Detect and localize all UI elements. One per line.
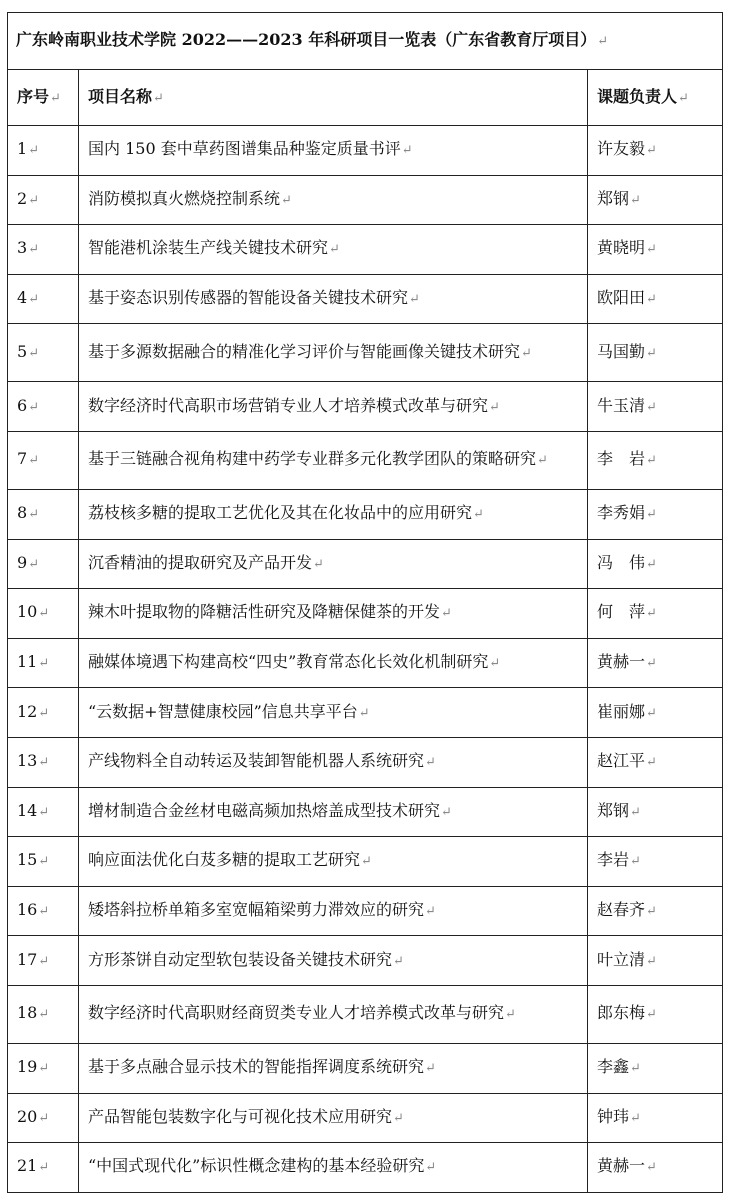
projects-table (7, 12, 723, 1193)
project-name-cell (79, 638, 588, 688)
project-name: 基于多点融合显示技术的智能指挥调度系统研究 (88, 1057, 425, 1077)
row-number-cell (8, 1043, 79, 1093)
row-number-cell (8, 382, 79, 432)
paragraph-mark: ↵ (646, 242, 657, 258)
project-name: 基于多源数据融合的精准化学习评价与智能画像关键技术研究 (88, 341, 521, 361)
row-number-cell (8, 638, 79, 688)
project-leader-cell (588, 539, 723, 589)
project-leader: 李岩 (597, 850, 630, 870)
project-name: 数字经济时代高职市场营销专业人才培养模式改革与研究 (88, 395, 489, 415)
project-name: 基于三链融合视角构建中药学专业群多元化教学团队的策略研究 (88, 449, 537, 469)
paragraph-mark: ↵ (393, 953, 404, 969)
table-row (8, 382, 723, 432)
row-number: 13 (17, 751, 38, 771)
project-leader-cell (588, 985, 723, 1043)
paragraph-mark: ↵ (630, 854, 641, 870)
paragraph-mark: ↵ (38, 804, 50, 820)
project-leader-cell (588, 638, 723, 688)
project-name-cell (79, 1143, 588, 1193)
table-row (8, 539, 723, 589)
project-name-cell (79, 489, 588, 539)
table-row (8, 126, 723, 176)
paragraph-mark: ↵ (425, 1160, 437, 1176)
paragraph-mark: ↵ (28, 345, 40, 361)
project-name: 增材制造合金丝材电磁高频加热熔盖成型技术研究 (88, 800, 441, 820)
project-leader: 赵春齐 (597, 900, 646, 920)
title-row (8, 13, 723, 70)
paragraph-mark: ↵ (646, 507, 657, 523)
row-number-cell (8, 126, 79, 176)
project-name: “云数据+智慧健康校园”信息共享平台 (88, 701, 358, 721)
row-number-cell (8, 539, 79, 589)
paragraph-mark: ↵ (505, 1007, 516, 1023)
paragraph-mark: ↵ (646, 606, 657, 622)
project-name: 数字经济时代高职财经商贸类专业人才培养模式改革与研究 (88, 1003, 505, 1023)
project-name-cell (79, 589, 588, 639)
project-leader: 钟玮 (597, 1106, 630, 1126)
row-number-cell (8, 431, 79, 489)
project-leader: 马国勤 (597, 341, 646, 361)
table-row (8, 638, 723, 688)
project-leader-cell (588, 225, 723, 275)
project-leader-cell (588, 837, 723, 887)
paragraph-mark: ↵ (28, 507, 40, 523)
project-name-cell (79, 787, 588, 837)
project-leader-cell (588, 787, 723, 837)
table-row (8, 688, 723, 738)
project-leader: 黄晓明 (597, 238, 646, 258)
project-leader-cell (588, 382, 723, 432)
paragraph-mark: ↵ (28, 242, 40, 258)
header-leader-cell (588, 70, 723, 126)
project-leader: 牛玉清 (597, 395, 646, 415)
project-name: 国内 150 套中草药图谱集品种鉴定质量书评 (88, 139, 401, 159)
project-leader: 叶立清 (597, 949, 646, 969)
project-leader: 许友毅 (597, 139, 646, 159)
project-leader-cell (588, 886, 723, 936)
project-leader-cell (588, 274, 723, 324)
document-title-cell (8, 13, 723, 70)
table-row (8, 1093, 723, 1143)
project-leader-cell (588, 737, 723, 787)
row-number-cell (8, 324, 79, 382)
row-number: 12 (17, 701, 38, 721)
row-number: 11 (17, 652, 38, 672)
row-number: 3 (17, 238, 28, 258)
paragraph-mark: ↵ (521, 345, 532, 361)
project-leader: 黄赫一 (597, 1156, 646, 1176)
paragraph-mark: ↵ (646, 453, 657, 469)
paragraph-mark: ↵ (646, 705, 657, 721)
paragraph-mark: ↵ (630, 1061, 641, 1077)
row-number-cell (8, 175, 79, 225)
paragraph-mark: ↵ (646, 345, 657, 361)
paragraph-mark: ↵ (473, 507, 484, 523)
project-name: 沉香精油的提取研究及产品开发 (88, 552, 313, 572)
project-name-cell (79, 886, 588, 936)
project-leader: 李秀娟 (597, 503, 646, 523)
paragraph-mark: ↵ (329, 242, 340, 258)
project-leader: 李鑫 (597, 1057, 630, 1077)
header-leader: 课题负责人 (597, 86, 678, 106)
project-name-cell (79, 324, 588, 382)
row-number-cell (8, 1143, 79, 1193)
paragraph-mark: ↵ (630, 192, 641, 208)
project-name: 辣木叶提取物的降糖活性研究及降糖保健茶的开发 (88, 602, 441, 622)
header-number-cell (8, 70, 79, 126)
paragraph-mark: ↵ (38, 755, 50, 771)
row-number: 14 (17, 800, 38, 820)
project-leader-cell (588, 489, 723, 539)
row-number-cell (8, 274, 79, 324)
row-number-cell (8, 886, 79, 936)
row-number-cell (8, 737, 79, 787)
project-name-cell (79, 688, 588, 738)
row-number-cell (8, 225, 79, 275)
project-name-cell (79, 1043, 588, 1093)
project-leader-cell (588, 688, 723, 738)
paragraph-mark: ↵ (38, 904, 50, 920)
header-project-name: 项目名称 (88, 86, 153, 106)
row-number-cell (8, 688, 79, 738)
paragraph-mark: ↵ (646, 953, 657, 969)
row-number: 7 (17, 449, 28, 469)
project-leader: 冯 伟 (597, 552, 646, 572)
project-name: 智能港机涂装生产线关键技术研究 (88, 238, 329, 258)
project-leader: 郎东梅 (597, 1003, 646, 1023)
document-title: 广东岭南职业技术学院 2022——2023 年科研项目一览表（广东省教育厅项目） (16, 30, 597, 49)
table-row (8, 489, 723, 539)
project-leader: 黄赫一 (597, 652, 646, 672)
row-number-cell (8, 837, 79, 887)
project-name: 荔枝核多糖的提取工艺优化及其在化妆品中的应用研究 (88, 503, 473, 523)
paragraph-mark: ↵ (153, 90, 164, 106)
table-row (8, 1143, 723, 1193)
table-row (8, 985, 723, 1043)
row-number-cell (8, 489, 79, 539)
project-leader: 赵江平 (597, 751, 646, 771)
paragraph-mark: ↵ (630, 1110, 641, 1126)
row-number: 8 (17, 503, 28, 523)
paragraph-mark: ↵ (38, 1007, 50, 1023)
paragraph-mark: ↵ (38, 1110, 50, 1126)
project-name-cell (79, 936, 588, 986)
row-number: 4 (17, 288, 28, 308)
paragraph-mark: ↵ (646, 1160, 657, 1176)
paragraph-mark: ↵ (28, 453, 40, 469)
project-name-cell (79, 737, 588, 787)
table-row (8, 324, 723, 382)
paragraph-mark: ↵ (646, 399, 657, 415)
paragraph-mark: ↵ (38, 656, 50, 672)
project-leader-cell (588, 1043, 723, 1093)
paragraph-mark: ↵ (361, 854, 372, 870)
paragraph-mark: ↵ (646, 292, 657, 308)
row-number-cell (8, 985, 79, 1043)
paragraph-mark: ↵ (38, 854, 50, 870)
project-leader-cell (588, 324, 723, 382)
paragraph-mark: ↵ (597, 34, 609, 49)
row-number: 15 (17, 850, 38, 870)
row-number: 5 (17, 341, 28, 361)
table-row (8, 886, 723, 936)
row-number-cell (8, 1093, 79, 1143)
paragraph-mark: ↵ (441, 606, 452, 622)
table-row (8, 175, 723, 225)
header-number: 序号 (17, 86, 50, 106)
table-row (8, 1043, 723, 1093)
row-number-cell (8, 787, 79, 837)
paragraph-mark: ↵ (281, 192, 292, 208)
table-row (8, 274, 723, 324)
paragraph-mark: ↵ (38, 606, 50, 622)
paragraph-mark: ↵ (28, 399, 40, 415)
paragraph-mark: ↵ (409, 292, 420, 308)
paragraph-mark: ↵ (401, 143, 413, 159)
project-name: 产线物料全自动转运及装卸智能机器人系统研究 (88, 751, 425, 771)
project-leader-cell (588, 126, 723, 176)
project-leader: 李 岩 (597, 449, 646, 469)
row-number: 18 (17, 1003, 38, 1023)
table-row (8, 837, 723, 887)
project-leader: 崔丽娜 (597, 701, 646, 721)
row-number-cell (8, 589, 79, 639)
paragraph-mark: ↵ (537, 453, 548, 469)
row-number-cell (8, 936, 79, 986)
project-name: 基于姿态识别传感器的智能设备关键技术研究 (88, 288, 409, 308)
row-number: 20 (17, 1106, 38, 1126)
row-number: 2 (17, 188, 28, 208)
project-leader-cell (588, 431, 723, 489)
project-leader: 郑钢 (597, 188, 630, 208)
row-number: 1 (17, 139, 28, 159)
project-name-cell (79, 175, 588, 225)
table-row (8, 936, 723, 986)
project-leader-cell (588, 589, 723, 639)
project-leader: 郑钢 (597, 800, 630, 820)
paragraph-mark: ↵ (425, 904, 436, 920)
project-name-cell (79, 225, 588, 275)
project-name-cell (79, 985, 588, 1043)
project-name: 方形茶饼自动定型软包装设备关键技术研究 (88, 949, 393, 969)
project-name: 产品智能包装数字化与可视化技术应用研究 (88, 1106, 393, 1126)
project-leader-cell (588, 1093, 723, 1143)
project-name: 响应面法优化白芨多糖的提取工艺研究 (88, 850, 361, 870)
table-row (8, 737, 723, 787)
project-name-cell (79, 274, 588, 324)
paragraph-mark: ↵ (489, 656, 501, 672)
paragraph-mark: ↵ (489, 399, 500, 415)
row-number: 21 (17, 1156, 38, 1176)
table-row (8, 225, 723, 275)
paragraph-mark: ↵ (646, 556, 657, 572)
paragraph-mark: ↵ (630, 804, 641, 820)
paragraph-mark: ↵ (646, 1007, 657, 1023)
paragraph-mark: ↵ (38, 705, 50, 721)
row-number: 6 (17, 395, 28, 415)
paragraph-mark: ↵ (28, 192, 40, 208)
row-number: 19 (17, 1057, 38, 1077)
project-leader-cell (588, 1143, 723, 1193)
paragraph-mark: ↵ (646, 143, 657, 159)
project-leader: 何 萍 (597, 602, 646, 622)
paragraph-mark: ↵ (646, 904, 657, 920)
paragraph-mark: ↵ (425, 755, 436, 771)
project-leader: 欧阳田 (597, 288, 646, 308)
project-name-cell (79, 431, 588, 489)
paragraph-mark: ↵ (38, 1160, 50, 1176)
paragraph-mark: ↵ (38, 953, 50, 969)
project-name: “中国式现代化”标识性概念建构的基本经验研究 (88, 1156, 425, 1176)
row-number: 9 (17, 552, 28, 572)
table-row (8, 589, 723, 639)
project-leader-cell (588, 936, 723, 986)
paragraph-mark: ↵ (646, 755, 657, 771)
paragraph-mark: ↵ (50, 90, 61, 106)
project-name-cell (79, 837, 588, 887)
project-name-cell (79, 539, 588, 589)
row-number: 17 (17, 949, 38, 969)
project-name-cell (79, 382, 588, 432)
paragraph-mark: ↵ (441, 804, 452, 820)
paragraph-mark: ↵ (393, 1110, 404, 1126)
header-row (8, 70, 723, 126)
project-name-cell (79, 126, 588, 176)
row-number: 16 (17, 900, 38, 920)
header-project-name-cell (79, 70, 588, 126)
table-body (8, 13, 723, 1193)
table-row (8, 787, 723, 837)
paragraph-mark: ↵ (425, 1061, 436, 1077)
paragraph-mark: ↵ (28, 143, 40, 159)
project-leader-cell (588, 175, 723, 225)
project-name-cell (79, 1093, 588, 1143)
row-number: 10 (17, 602, 38, 622)
table-row (8, 431, 723, 489)
project-name: 消防模拟真火燃烧控制系统 (88, 188, 281, 208)
project-name: 融媒体境遇下构建高校“四史”教育常态化长效化机制研究 (88, 652, 489, 672)
paragraph-mark: ↵ (358, 705, 370, 721)
paragraph-mark: ↵ (38, 1061, 50, 1077)
project-name: 矮塔斜拉桥单箱多室宽幅箱梁剪力滞效应的研究 (88, 900, 425, 920)
paragraph-mark: ↵ (678, 90, 689, 106)
paragraph-mark: ↵ (313, 556, 324, 572)
paragraph-mark: ↵ (646, 656, 657, 672)
paragraph-mark: ↵ (28, 556, 40, 572)
paragraph-mark: ↵ (28, 292, 40, 308)
